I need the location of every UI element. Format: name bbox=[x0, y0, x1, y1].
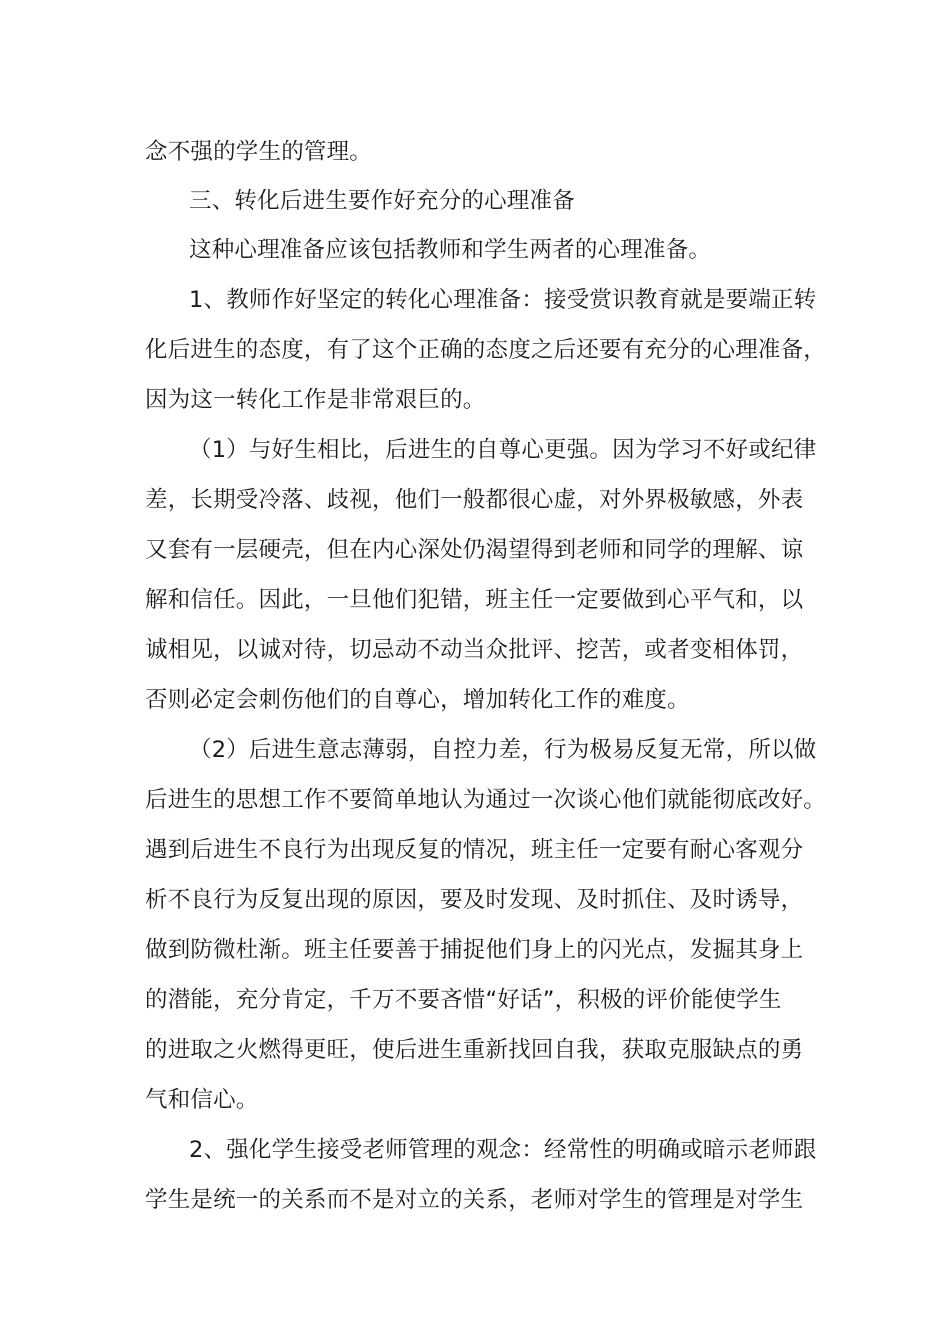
text-line: 念不强的学生的管理。 bbox=[145, 139, 373, 165]
text-line: 化后进生的态度，有了这个正确的态度之后还要有充分的心理准备， bbox=[145, 337, 827, 363]
text-line: （1）与好生相比，后进生的自尊心更强。因为学习不好或纪律 bbox=[189, 437, 817, 463]
section-heading: 三、转化后进生要作好充分的心理准备 bbox=[189, 188, 575, 214]
text-line: 这种心理准备应该包括教师和学生两者的心理准备。 bbox=[189, 237, 712, 263]
text-line: 解和信任。因此，一旦他们犯错，班主任一定要做到心平气和，以 bbox=[145, 587, 804, 613]
text-line: 诚相见，以诚对待，切忌动不动当众批评、挖苦，或者变相体罚， bbox=[145, 637, 804, 663]
text-line: （2）后进生意志薄弱，自控力差，行为极易反复无常，所以做 bbox=[189, 737, 817, 763]
text-line: 因为这一转化工作是非常艰巨的。 bbox=[145, 387, 486, 413]
text-line: 做到防微杜渐。班主任要善于捕捉他们身上的闪光点，发掘其身上 bbox=[145, 937, 804, 963]
text-line: 气和信心。 bbox=[145, 1087, 259, 1113]
text-line: 的潜能，充分肯定，千万不要吝惜“好话”，积极的评价能使学生 bbox=[145, 987, 782, 1013]
text-line: 后进生的思想工作不要简单地认为通过一次谈心他们就能彻底改好。 bbox=[145, 787, 827, 813]
text-line: 否则必定会刺伤他们的自尊心，增加转化工作的难度。 bbox=[145, 687, 690, 713]
text-line: 的进取之火燃得更旺，使后进生重新找回自我，获取克服缺点的勇 bbox=[145, 1037, 804, 1063]
text-line: 1、教师作好坚定的转化心理准备：接受赏识教育就是要端正转 bbox=[189, 287, 817, 313]
text-line: 2、强化学生接受老师管理的观念：经常性的明确或暗示老师跟 bbox=[189, 1137, 817, 1163]
text-line: 学生是统一的关系而不是对立的关系，老师对学生的管理是对学生 bbox=[145, 1187, 804, 1213]
text-line: 差，长期受冷落、歧视，他们一般都很心虚，对外界极敏感，外表 bbox=[145, 487, 804, 513]
text-line: 遇到后进生不良行为出现反复的情况，班主任一定要有耐心客观分 bbox=[145, 837, 804, 863]
text-line: 析不良行为反复出现的原因，要及时发现、及时抓住、及时诱导， bbox=[145, 887, 804, 913]
text-line: 又套有一层硬壳，但在内心深处仍渴望得到老师和同学的理解、谅 bbox=[145, 537, 804, 563]
